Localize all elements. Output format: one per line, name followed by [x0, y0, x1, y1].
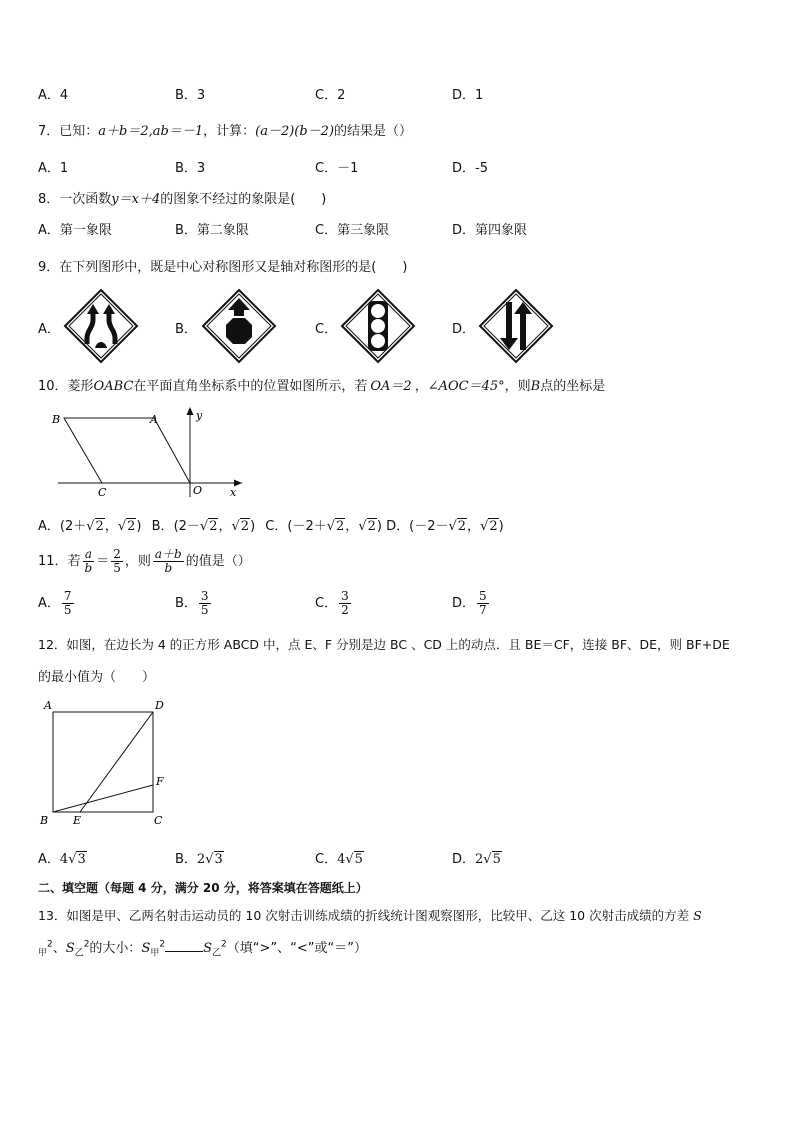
q10-stem-mid: 在平面直角坐标系中的位置如图所示，若 [133, 379, 368, 394]
q10-options [38, 515, 504, 534]
q8-stem-suffix: 的图象不经过的象限是( ) [160, 192, 327, 207]
option-fraction [339, 590, 351, 617]
option-label: B． [175, 596, 197, 611]
q7-condition: a＋b＝2,ab＝－1 [98, 124, 204, 139]
radicand: 3 [214, 852, 223, 867]
q11-option-c[interactable] [315, 590, 353, 617]
option-text: (2＋ [59, 519, 87, 534]
radicand: 2 [457, 519, 467, 534]
numerator: 2 [113, 547, 121, 561]
q8-stem-prefix: 8．一次函数 [38, 192, 112, 207]
label-a: A [150, 413, 158, 426]
denominator: b [84, 561, 93, 575]
two-way-arrows-sign-icon[interactable] [478, 288, 554, 364]
sqrt: √3 [205, 852, 223, 867]
q7-expression: (a－2)(b－2) [255, 124, 335, 139]
q10-option-b[interactable] [152, 519, 256, 534]
q8-function: y＝x＋4 [111, 192, 161, 207]
coefficient: 4 [337, 852, 346, 867]
q8-option-d[interactable]: D．第四象限 [452, 223, 528, 238]
subscript-yi: 乙 [212, 948, 222, 959]
label-a: A [44, 699, 52, 712]
q10-option-c[interactable] [265, 519, 382, 534]
q10-stem [38, 375, 605, 394]
option-label: C． [315, 596, 338, 611]
q7-stem [38, 120, 412, 139]
q8-stem [38, 188, 326, 207]
q10-shape: OABC [93, 379, 134, 394]
q10-point: B [530, 379, 541, 394]
denominator: 5 [200, 603, 209, 617]
option-label: B． [175, 852, 197, 867]
sqrt: √2 [117, 519, 136, 534]
q6-option-a[interactable]: A．4 [38, 88, 69, 103]
q11-option-a[interactable] [38, 590, 76, 617]
q11-stem-mid: ，则 [124, 554, 151, 569]
subscript-jia: 甲 [150, 948, 160, 959]
radicand: 2 [127, 519, 136, 534]
q13-text: 13．如图是甲、乙两名射击运动员的 10 次射击训练成绩的折线统计图观察图形，比较甲、乙这 10 次射击成绩的方差 [38, 908, 690, 923]
superscript-2: 2 [47, 939, 53, 950]
superscript-2: 2 [83, 939, 90, 950]
q12-option-b[interactable] [175, 848, 224, 867]
q6-option-c[interactable]: C．2 [315, 88, 346, 103]
variance-symbol: S [65, 941, 75, 956]
q12-option-c[interactable] [315, 848, 364, 867]
radicand: 2 [240, 519, 250, 534]
radicand: 5 [354, 852, 363, 867]
coefficient: 2 [475, 852, 484, 867]
q10-stem-prefix: 10．菱形 [38, 379, 94, 394]
label-y: y [196, 409, 203, 422]
q7-option-b[interactable]: B．3 [175, 161, 206, 176]
q13-stem-line2 [38, 937, 367, 959]
fraction-a-over-b [83, 548, 95, 575]
superscript-2: 2 [221, 939, 227, 950]
denominator: 7 [479, 603, 487, 617]
variance-symbol: S [693, 908, 702, 923]
option-label: B． [151, 519, 174, 534]
radicand: 2 [489, 519, 498, 534]
option-text: (－2＋ [287, 519, 327, 534]
numerator: a [83, 548, 95, 562]
square-abcd [53, 712, 153, 812]
q11-stem-suffix: 的值是（） [185, 554, 251, 569]
q9-stem: 9．在下列图形中，既是中心对称图形又是轴对称图形的是( ) [38, 260, 408, 275]
radicand: 2 [209, 519, 218, 534]
label-c: C [98, 486, 107, 499]
option-label: A． [38, 596, 60, 611]
option-fraction [62, 590, 74, 617]
sqrt: √2 [231, 519, 250, 534]
segment-de [80, 712, 153, 812]
y-axis-arrow-icon [187, 407, 194, 415]
variance-symbol: S [203, 941, 212, 956]
q10-stem-mid2: ，则 [504, 379, 531, 394]
q7-option-c[interactable]: C．－1 [315, 161, 359, 176]
traffic-light-sign-icon[interactable] [340, 288, 416, 364]
sqrt: √2 [326, 519, 345, 534]
q12-stem-line2: 的最小值为（ ） [38, 670, 156, 685]
sqrt: √5 [345, 852, 363, 867]
sqrt: √2 [86, 519, 104, 534]
segment-bf [53, 785, 153, 812]
label-b: B [40, 814, 49, 827]
option-label: D． [386, 519, 410, 534]
option-text: ) [250, 519, 256, 534]
stop-ahead-sign-icon[interactable] [201, 288, 277, 364]
fraction-2-over-5 [111, 548, 123, 575]
equals-sign: ＝ [96, 554, 110, 569]
q9-option-b[interactable]: B． [175, 322, 197, 337]
option-text: ， [467, 519, 481, 534]
rhombus-oabc [64, 418, 190, 483]
q7-stem-mid: ，计算： [203, 124, 256, 139]
label-c: C [154, 814, 163, 827]
option-fraction [199, 590, 211, 617]
q11-stem-prefix: 11．若 [38, 554, 81, 569]
coefficient: 2 [196, 852, 206, 867]
q6-option-b[interactable]: B．3 [175, 88, 206, 103]
radicand: 2 [95, 519, 104, 534]
numerator: a＋b [154, 547, 182, 561]
numerator: 3 [200, 589, 209, 603]
subscript-yi: 乙 [74, 948, 84, 959]
option-label: D． [452, 596, 476, 611]
q10-option-a[interactable] [38, 519, 142, 534]
sqrt: √2 [358, 519, 376, 534]
q11-option-d[interactable] [452, 590, 491, 617]
superscript-2: 2 [159, 939, 166, 950]
q6-option-d[interactable]: D．1 [452, 88, 484, 103]
fraction-a-plus-b-over-b [153, 548, 184, 575]
radicand: 2 [336, 519, 345, 534]
denominator: 5 [113, 561, 121, 575]
option-label: C． [265, 519, 288, 534]
option-text: ) [376, 519, 382, 534]
label-o: O [193, 484, 203, 497]
option-label: A． [38, 519, 60, 534]
option-text: (－2－ [409, 519, 449, 534]
label-x: x [230, 486, 237, 499]
q10-stem-suffix: 点的坐标是 [540, 379, 606, 394]
separator: 、 [52, 941, 66, 956]
q13-mid-text: 的大小： [89, 941, 142, 956]
option-fraction [477, 590, 489, 617]
radicand: 3 [77, 852, 86, 867]
q10-separator: ， [414, 379, 428, 394]
q9-option-a[interactable]: A． [38, 322, 60, 337]
radicand: 2 [367, 519, 376, 534]
radicand: 5 [492, 852, 501, 867]
q9-option-d[interactable]: D． [452, 322, 476, 337]
q7-stem-prefix: 7．已知： [38, 124, 99, 139]
q12-square-figure [38, 697, 173, 829]
merge-lanes-sign-icon[interactable] [63, 288, 139, 364]
label-b: B [52, 413, 61, 426]
sqrt: √2 [480, 519, 498, 534]
option-label: C． [315, 852, 338, 867]
option-text: ， [345, 519, 359, 534]
q10-condition-angle: ∠AOC＝45° [427, 379, 505, 394]
sqrt: √3 [68, 852, 86, 867]
label-f: F [156, 775, 164, 788]
q12-stem-line1: 12．如图，在边长为 4 的正方形 ABCD 中，点 E、F 分别是边 BC 、CD 上的动点．且 BE＝CF，连接 BF、DE，则 BF+DE [38, 637, 730, 652]
q8-option-a[interactable]: A．第一象限 [38, 223, 112, 238]
q11-option-b[interactable] [175, 590, 213, 617]
q8-option-c[interactable]: C．第三象限 [315, 223, 390, 238]
section-heading: 二、填空题（每题 4 分，满分 20 分，将答案填在答题纸上） [38, 881, 368, 895]
q10-rhombus-figure [50, 405, 250, 500]
q13-suffix: （填“>”、“<”或“＝”） [226, 941, 367, 956]
option-text: ， [104, 519, 118, 534]
q10-condition-oa: OA＝2 [370, 379, 412, 394]
option-text: ) [498, 519, 504, 534]
option-text: ) [136, 519, 142, 534]
subscript-jia: 甲 [38, 948, 48, 959]
numerator: 3 [341, 589, 349, 603]
sqrt: √2 [199, 519, 218, 534]
label-e: E [73, 814, 82, 827]
q12-option-a[interactable] [38, 848, 87, 867]
q8-option-b[interactable]: B．第二象限 [175, 223, 249, 238]
q10-option-d[interactable] [386, 519, 504, 534]
q12-option-d[interactable] [452, 848, 502, 867]
denominator: 2 [341, 603, 349, 617]
numerator: 5 [479, 589, 487, 603]
option-text: ， [218, 519, 232, 534]
label-d: D [155, 699, 164, 712]
coefficient: 4 [59, 852, 69, 867]
q13-stem-line1 [38, 906, 702, 924]
option-label: D． [452, 852, 476, 867]
option-text: (2－ [173, 519, 200, 534]
q7-option-d[interactable]: D．-5 [452, 161, 488, 176]
option-label: A． [38, 852, 60, 867]
q7-option-a[interactable]: A．1 [38, 161, 69, 176]
answer-blank[interactable] [165, 939, 203, 952]
sqrt: √5 [483, 852, 501, 867]
q7-stem-suffix: 的结果是（） [334, 124, 413, 139]
numerator: 7 [63, 589, 72, 603]
denominator: 5 [63, 603, 72, 617]
sqrt: √2 [448, 519, 467, 534]
q11-stem [38, 548, 251, 576]
denominator: b [164, 561, 173, 575]
variance-symbol: S [141, 941, 151, 956]
q9-option-c[interactable]: C． [315, 322, 338, 337]
